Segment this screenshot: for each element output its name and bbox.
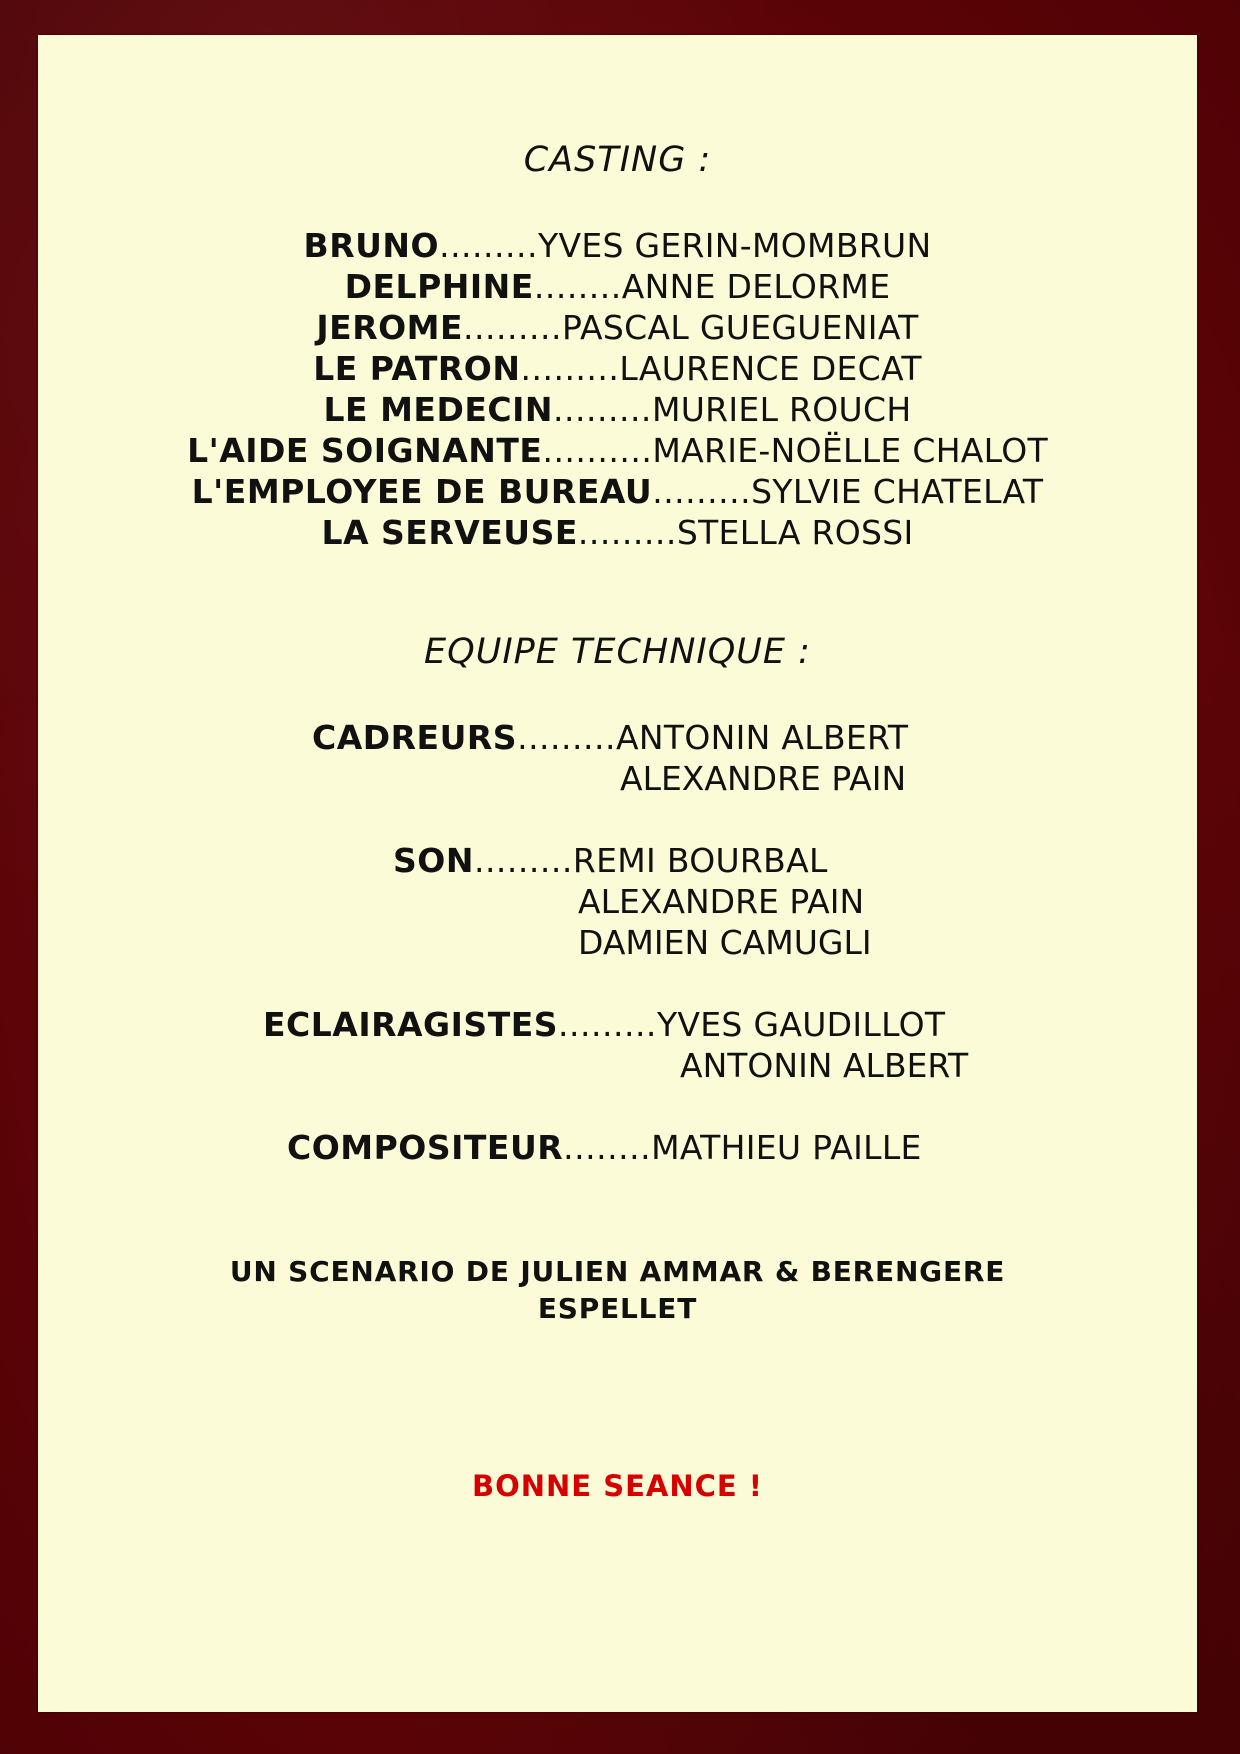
casting-row [38,471,1197,512]
role-label: COMPOSITEUR [287,1128,564,1167]
crew-row-cadreurs [312,717,908,758]
actor-name: STELLA ROSSI [676,513,914,552]
leader-dots: ......... [553,390,652,429]
crew-heading: EQUIPE TECHNIQUE : [424,632,811,672]
leader-dots: .......... [542,431,653,470]
crew-name: YVES GAUDILLOT [656,1005,946,1044]
scenario-credit: UN SCENARIO DE JULIEN AMMAR & BERENGERE ESPELLET [229,1255,1006,1325]
casting-row [38,307,1197,348]
casting-row [38,389,1197,430]
crew-name: DAMIEN CAMUGLI [578,923,872,962]
role-label: CADREURS [312,718,518,757]
leader-dots: ......... [517,718,616,757]
leader-dots: ......... [652,472,752,511]
crew-row-son [393,840,828,881]
program-sheet [38,35,1197,1712]
crew-name: ANTONIN ALBERT [616,718,909,757]
leader-dots: ......... [473,841,573,880]
casting-row [38,348,1197,389]
leader-dots: ......... [520,349,620,388]
role-label: BRUNO [303,226,440,265]
casting-row [38,430,1197,471]
closing-message: BONNE SEANCE ! [471,1469,764,1503]
actor-name: MURIEL ROUCH [651,390,912,429]
crew-name: ALEXANDRE PAIN [620,759,907,798]
role-label: LE PATRON [313,349,521,388]
leader-dots: ......... [558,1005,657,1044]
leader-dots: ........ [563,1128,652,1167]
actor-name: PASCAL GUEGUENIAT [561,308,919,347]
actor-name: YVES GERIN-MOMBRUN [538,226,932,265]
leader-dots: ......... [463,308,562,347]
crew-name: MATHIEU PAILLE [651,1128,922,1167]
casting-row [38,266,1197,307]
role-label: JEROME [316,308,464,347]
role-label: L'EMPLOYEE DE BUREAU [191,472,653,511]
casting-row [38,512,1197,553]
crew-name: ANTONIN ALBERT [680,1046,969,1085]
role-label: L'AIDE SOIGNANTE [187,431,543,470]
role-label: LA SERVEUSE [321,513,578,552]
role-label: LE MEDECIN [323,390,554,429]
crew-row-compositeur [287,1127,922,1168]
actor-name: MARIE-NOËLLE CHALOT [652,431,1048,470]
crew-row-eclairagistes [263,1004,945,1045]
casting-row [38,225,1197,266]
actor-name: ANNE DELORME [621,267,891,306]
crew-name: REMI BOURBAL [572,841,828,880]
crew-name: ALEXANDRE PAIN [578,882,865,921]
actor-name: LAURENCE DECAT [619,349,922,388]
role-label: SON [393,841,474,880]
leader-dots: ......... [577,513,677,552]
role-label: ECLAIRAGISTES [263,1005,559,1044]
role-label: DELPHINE [344,267,534,306]
leader-dots: ......... [439,226,538,265]
leader-dots: ........ [533,267,622,306]
casting-heading: CASTING : [523,140,712,180]
actor-name: SYLVIE CHATELAT [751,472,1044,511]
